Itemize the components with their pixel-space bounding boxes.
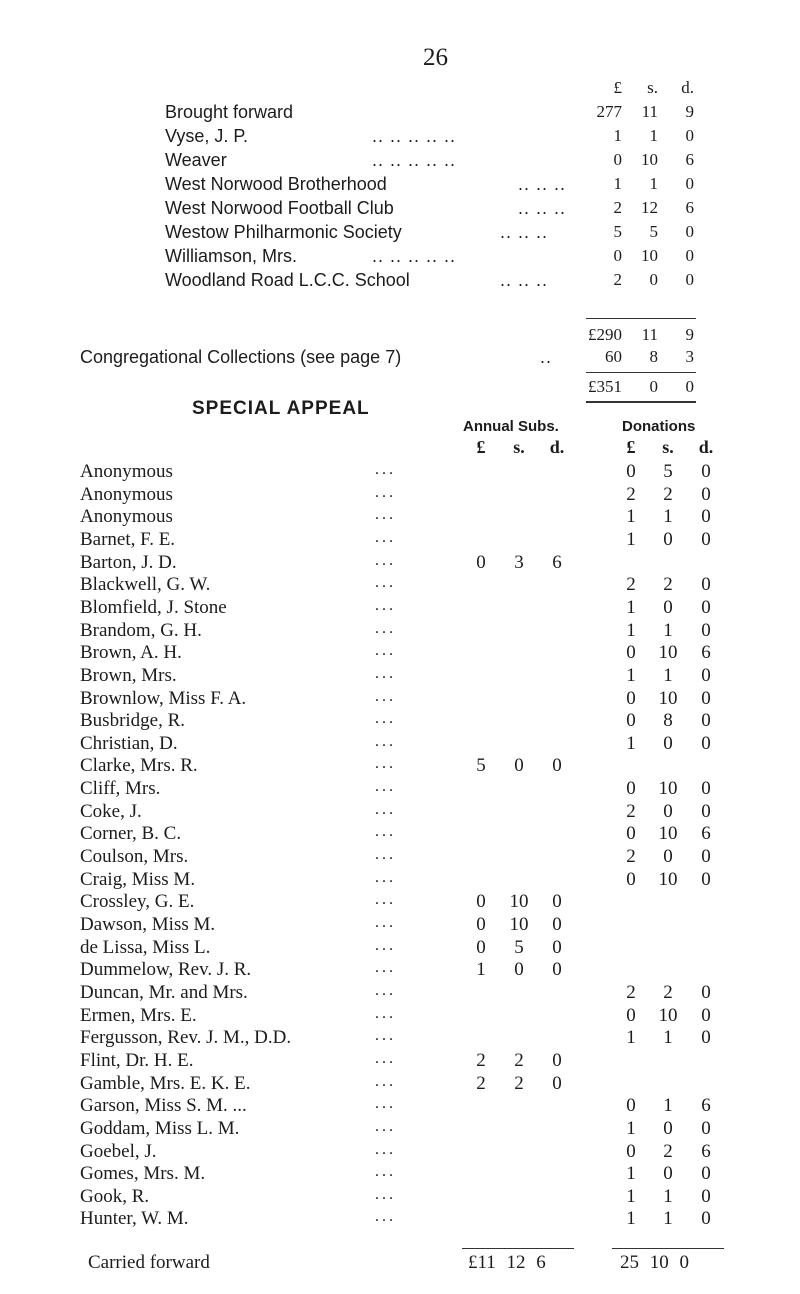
leader-dots: ...: [375, 914, 396, 931]
donation-shillings: 5: [663, 461, 673, 482]
top-row-shillings: 1: [649, 126, 658, 145]
top-row-shillings: 0: [649, 270, 658, 289]
congregational-pounds: 60: [605, 347, 622, 366]
top-row-pence: 0: [685, 174, 694, 193]
subscriber-name: Busbridge, R.: [80, 710, 186, 732]
top-row-name: Woodland Road L.C.C. School: [165, 270, 410, 290]
donation-shillings: 10: [658, 1004, 678, 1026]
subscriber-name: Brown, Mrs.: [80, 664, 177, 686]
donation-shillings: 1: [663, 664, 673, 686]
subscriber-name: Duncan, Mr. and Mrs.: [80, 981, 248, 1003]
currency-header-row: [0, 78, 800, 102]
subscriber-name: Brandom, G. H.: [80, 619, 202, 641]
annual-pence: 0: [552, 936, 562, 958]
donation-pounds: 1: [626, 506, 636, 528]
top-row-name: Williamson, Mrs.: [165, 246, 298, 266]
subscriber-name: Crossley, G. E.: [80, 891, 195, 913]
subscriber-name: Blackwell, G. W.: [80, 574, 211, 596]
top-row-dots: .. .. .. .. ..: [372, 150, 457, 170]
subtotal-pence: 9: [685, 325, 694, 344]
annual-pounds: 0: [476, 891, 486, 913]
annual-pounds: 0: [476, 551, 486, 573]
top-row-name: Westow Philharmonic Society: [165, 222, 402, 242]
top-row-pounds: 0: [613, 246, 622, 265]
donation-pence: 6: [701, 642, 711, 664]
annual-shilling-header: s.: [513, 437, 525, 457]
top-row-name: West Norwood Brotherhood: [165, 174, 387, 194]
annual-pounds: 0: [476, 914, 486, 935]
special-appeal-title: SPECIAL APPEAL: [192, 398, 370, 419]
annual-shillings: 5: [514, 936, 524, 958]
donation-shillings: 0: [663, 1117, 673, 1139]
subscriber-name: Barnet, F. E.: [80, 528, 176, 550]
donation-shillings: 2: [663, 483, 673, 505]
leader-dots: ...: [375, 461, 396, 478]
leader-dots: ...: [375, 1117, 396, 1135]
donation-pounds: 0: [626, 1004, 636, 1026]
donation-pence: 0: [701, 596, 711, 618]
pound-header: £: [613, 78, 622, 97]
annual-pence: 6: [552, 551, 562, 573]
donation-pence: 6: [701, 823, 711, 845]
donation-shillings: 10: [658, 823, 678, 845]
donation-pounds: 0: [626, 710, 636, 732]
subscriber-name: Cliff, Mrs.: [80, 778, 161, 800]
subscriber-name: Fergusson, Rev. J. M., D.D.: [80, 1027, 292, 1049]
subscriber-name: Blomfield, J. Stone: [80, 596, 227, 618]
congregational-row: [0, 347, 800, 371]
subscriber-name: Dummelow, Rev. J. R.: [80, 959, 252, 981]
annual-pence: 0: [552, 1049, 562, 1071]
leader-dots: ...: [375, 800, 396, 818]
leader-dots: ...: [375, 551, 396, 569]
annual-shillings: 0: [514, 755, 524, 777]
donation-pence: 0: [701, 846, 711, 868]
donation-pence: 0: [701, 664, 711, 686]
donation-pence: 0: [701, 528, 711, 550]
subscriber-name: Brownlow, Miss F. A.: [80, 687, 247, 709]
donation-pence-header: d.: [698, 437, 714, 457]
annual-pounds: 2: [476, 1049, 486, 1071]
donation-pence: 6: [701, 1140, 711, 1162]
total-rule: [586, 372, 696, 373]
top-row-pounds: 277: [596, 102, 622, 121]
leader-dots: ...: [375, 1140, 396, 1158]
top-row: [0, 198, 800, 222]
congregational-label: Congregational Collections (see page 7): [80, 347, 402, 367]
top-row-pounds: 1: [613, 126, 622, 145]
annual-pounds: 1: [476, 959, 486, 981]
top-row-name: Vyse, J. P.: [165, 126, 249, 146]
donation-shillings: 0: [663, 846, 673, 868]
annual-subs-total: £11 12 6: [468, 1252, 546, 1273]
donation-pence: 0: [701, 483, 711, 505]
annual-pence-header: d.: [549, 437, 565, 457]
congregational-pence: 3: [685, 347, 694, 366]
donations-total: 25 10 0: [620, 1252, 689, 1273]
donation-shillings: 2: [663, 981, 673, 1003]
top-row-pence: 6: [685, 150, 694, 169]
donation-pence: 0: [701, 574, 711, 596]
donation-pounds: 1: [626, 619, 636, 641]
donation-pence: 0: [701, 981, 711, 1003]
leader-dots: ...: [375, 642, 396, 660]
leader-dots: ...: [375, 710, 396, 728]
annual-subs-header: Annual Subs.: [463, 418, 559, 435]
donation-pounds: 0: [626, 461, 636, 482]
donation-pence: 0: [701, 732, 711, 754]
donation-shillings: 8: [663, 710, 673, 732]
donation-pence: 0: [701, 461, 711, 482]
donation-shilling-header: s.: [662, 437, 674, 457]
donation-pence: 0: [701, 619, 711, 641]
top-row-name: Weaver: [165, 150, 227, 170]
annual-total-rule: [462, 1248, 574, 1249]
annual-shillings: 10: [509, 914, 529, 935]
donation-shillings: 1: [663, 1208, 673, 1230]
donation-pounds: 0: [626, 823, 636, 845]
annual-pence: 0: [552, 914, 562, 935]
donation-pounds: 0: [626, 868, 636, 890]
donation-pounds: 1: [626, 732, 636, 754]
top-row: [0, 150, 800, 174]
subscriber-name: Barton, J. D.: [80, 551, 177, 573]
donation-pounds: 0: [626, 778, 636, 800]
top-row-shillings: 1: [649, 174, 658, 193]
donation-shillings: 2: [663, 1140, 673, 1162]
donation-shillings: 10: [658, 642, 678, 664]
donation-pounds: 1: [626, 596, 636, 618]
top-row-dots: .. .. ..: [500, 270, 549, 290]
donation-shillings: 1: [663, 1185, 673, 1207]
donation-pounds: 0: [626, 687, 636, 709]
leader-dots: ...: [375, 755, 396, 773]
leader-dots: ...: [375, 1095, 396, 1113]
donation-total-rule: [612, 1248, 724, 1249]
leader-dots: ...: [375, 846, 396, 864]
subscriber-name: Corner, B. C.: [80, 823, 182, 845]
subscriber-name: Garson, Miss S. M. ...: [80, 1095, 247, 1117]
donation-shillings: 0: [663, 732, 673, 754]
donation-pence: 0: [701, 1208, 711, 1230]
leader-dots: ...: [375, 732, 396, 750]
donation-pence: 0: [701, 778, 711, 800]
subscriber-name: Anonymous: [80, 506, 173, 528]
donation-pence: 0: [701, 1185, 711, 1207]
leader-dots: ...: [375, 868, 396, 886]
top-row-name: West Norwood Football Club: [165, 198, 394, 218]
leader-dots: ...: [375, 1072, 396, 1090]
annual-pounds: 0: [476, 936, 486, 958]
annual-shillings: 2: [514, 1049, 524, 1071]
annual-pence: 0: [552, 959, 562, 981]
donation-pence: 0: [701, 1117, 711, 1139]
donation-pounds: 2: [626, 846, 636, 868]
top-row-shillings: 10: [641, 150, 658, 169]
donation-pounds: 2: [626, 800, 636, 822]
top-row: [0, 102, 800, 126]
subscriber-name: Coulson, Mrs.: [80, 846, 189, 868]
donations-header: Donations: [622, 418, 696, 435]
leader-dots: ...: [375, 1004, 396, 1022]
leader-dots: ...: [375, 619, 396, 637]
donation-pounds: 0: [626, 1095, 636, 1117]
donation-shillings: 0: [663, 1163, 673, 1185]
top-row-pence: 0: [685, 270, 694, 289]
donation-shillings: 1: [663, 1027, 673, 1049]
donation-pound-header: £: [626, 437, 636, 457]
donation-pence: 0: [701, 687, 711, 709]
subscriber-name: Goebel, J.: [80, 1140, 157, 1162]
subscriber-name: Anonymous: [80, 461, 173, 482]
top-row-pence: 9: [685, 102, 694, 121]
leader-dots: ...: [375, 891, 396, 909]
annual-pence: 0: [552, 891, 562, 913]
top-row-pence: 0: [685, 126, 694, 145]
top-row: [0, 174, 800, 198]
donation-pounds: 0: [626, 642, 636, 664]
top-row-dots: .. .. ..: [518, 174, 567, 194]
annual-shillings: 0: [514, 959, 524, 981]
leader-dots: ...: [375, 574, 396, 592]
subscriber-name: Brown, A. H.: [80, 642, 182, 664]
donation-pounds: 0: [626, 1140, 636, 1162]
leader-dots: ...: [375, 1163, 396, 1181]
annual-pound-header: £: [476, 437, 486, 457]
subscriber-name: Gook, R.: [80, 1185, 150, 1207]
leader-dots: ...: [375, 483, 396, 501]
donation-pence: 6: [701, 1095, 711, 1117]
annual-pounds: 5: [476, 755, 486, 777]
donation-pence: 0: [701, 506, 711, 528]
donation-shillings: 1: [663, 619, 673, 641]
top-row: [0, 246, 800, 270]
pence-header: d.: [681, 78, 694, 97]
donation-pounds: 1: [626, 664, 636, 686]
leader-dots: ...: [375, 687, 396, 705]
shilling-header: s.: [647, 78, 658, 97]
top-row-pounds: 0: [613, 150, 622, 169]
donation-shillings: 10: [658, 868, 678, 890]
donation-shillings: 10: [658, 778, 678, 800]
donation-pence: 0: [701, 710, 711, 732]
top-row: [0, 222, 800, 246]
top-row-pence: 0: [685, 246, 694, 265]
leader-dots: ...: [375, 778, 396, 796]
congregational-dots: ..: [540, 347, 553, 367]
leader-dots: ...: [375, 981, 396, 999]
subscriber-name: Dawson, Miss M.: [80, 914, 216, 935]
subscriber-name: de Lissa, Miss L.: [80, 936, 211, 958]
top-row-dots: .. .. ..: [518, 198, 567, 218]
leader-dots: ...: [375, 1049, 396, 1067]
donation-pounds: 1: [626, 528, 636, 550]
donation-shillings: 1: [663, 1095, 673, 1117]
carried-forward-label: Carried forward: [88, 1252, 210, 1273]
leader-dots: ...: [375, 506, 396, 524]
donation-shillings: 1: [663, 506, 673, 528]
top-row-dots: .. .. ..: [500, 222, 549, 242]
subscriber-name: Flint, Dr. H. E.: [80, 1049, 194, 1071]
annual-pence: 0: [552, 755, 562, 777]
donation-shillings: 0: [663, 528, 673, 550]
top-row-pounds: 2: [613, 270, 622, 289]
donation-pounds: 1: [626, 1185, 636, 1207]
top-row-name: Brought forward: [165, 102, 294, 122]
donation-pence: 0: [701, 1027, 711, 1049]
grand-total-pence: 0: [685, 377, 694, 396]
page-number: 26: [423, 44, 448, 71]
grand-total-row: [0, 377, 800, 401]
donation-pounds: 2: [626, 483, 636, 505]
donation-pounds: 1: [626, 1027, 636, 1049]
leader-dots: ...: [375, 823, 396, 841]
subscriber-name: Ermen, Mrs. E.: [80, 1004, 197, 1026]
subtotal-pounds: £290: [588, 325, 622, 344]
top-row-shillings: 12: [641, 198, 658, 217]
donation-pence: 0: [701, 800, 711, 822]
donation-pence: 0: [701, 1163, 711, 1185]
top-row-pounds: 5: [613, 222, 622, 241]
annual-shillings: 3: [514, 551, 524, 573]
subscriber-name: Craig, Miss M.: [80, 868, 196, 890]
donation-pounds: 2: [626, 574, 636, 596]
donation-pounds: 2: [626, 981, 636, 1003]
grand-total-pounds: £351: [588, 377, 622, 396]
top-row-pence: 6: [685, 198, 694, 217]
subscriber-name: Gamble, Mrs. E. K. E.: [80, 1072, 251, 1094]
total-double-rule: [586, 401, 696, 403]
donation-pounds: 1: [626, 1117, 636, 1139]
leader-dots: ...: [375, 596, 396, 614]
top-row-dots: .. .. .. .. ..: [372, 126, 457, 146]
donation-shillings: 0: [663, 596, 673, 618]
subscriber-name: Christian, D.: [80, 732, 178, 754]
annual-pounds: 2: [476, 1072, 486, 1094]
top-row: [0, 270, 800, 294]
list-item: [0, 1208, 800, 1234]
donation-pence: 0: [701, 868, 711, 890]
subscriber-name: Anonymous: [80, 483, 173, 505]
subscriber-name: Gomes, Mrs. M.: [80, 1163, 206, 1185]
donation-shillings: 10: [658, 687, 678, 709]
leader-dots: ...: [375, 1208, 396, 1226]
top-row-shillings: 10: [641, 246, 658, 265]
annual-shillings: 10: [509, 891, 529, 913]
appeal-currency-header-row: [0, 437, 800, 463]
subscriber-name: Coke, J.: [80, 800, 142, 822]
donation-shillings: 2: [663, 574, 673, 596]
donation-pounds: 1: [626, 1163, 636, 1185]
congregational-shillings: 8: [649, 347, 658, 366]
top-row-shillings: 11: [641, 102, 658, 121]
leader-dots: ...: [375, 1027, 396, 1045]
annual-pence: 0: [552, 1072, 562, 1094]
grand-total-shillings: 0: [649, 377, 658, 396]
annual-shillings: 2: [514, 1072, 524, 1094]
top-row-pounds: 1: [613, 174, 622, 193]
donation-shillings: 0: [663, 800, 673, 822]
subtotal-shillings: 11: [641, 325, 658, 344]
top-row-pence: 0: [685, 222, 694, 241]
leader-dots: ...: [375, 959, 396, 977]
subscriber-name: Clarke, Mrs. R.: [80, 755, 198, 777]
donation-pence: 0: [701, 1004, 711, 1026]
top-row-dots: .. .. .. .. ..: [372, 246, 457, 266]
subscriber-name: Goddam, Miss L. M.: [80, 1117, 240, 1139]
top-row-pounds: 2: [613, 198, 622, 217]
top-row-shillings: 5: [649, 222, 658, 241]
leader-dots: ...: [375, 664, 396, 682]
leader-dots: ...: [375, 936, 396, 954]
top-row: [0, 126, 800, 150]
leader-dots: ...: [375, 1185, 396, 1203]
donation-pounds: 1: [626, 1208, 636, 1230]
leader-dots: ...: [375, 528, 396, 546]
subscriber-name: Hunter, W. M.: [80, 1208, 189, 1230]
subtotal-row: [0, 325, 800, 349]
subtotal-rule: [586, 318, 696, 319]
